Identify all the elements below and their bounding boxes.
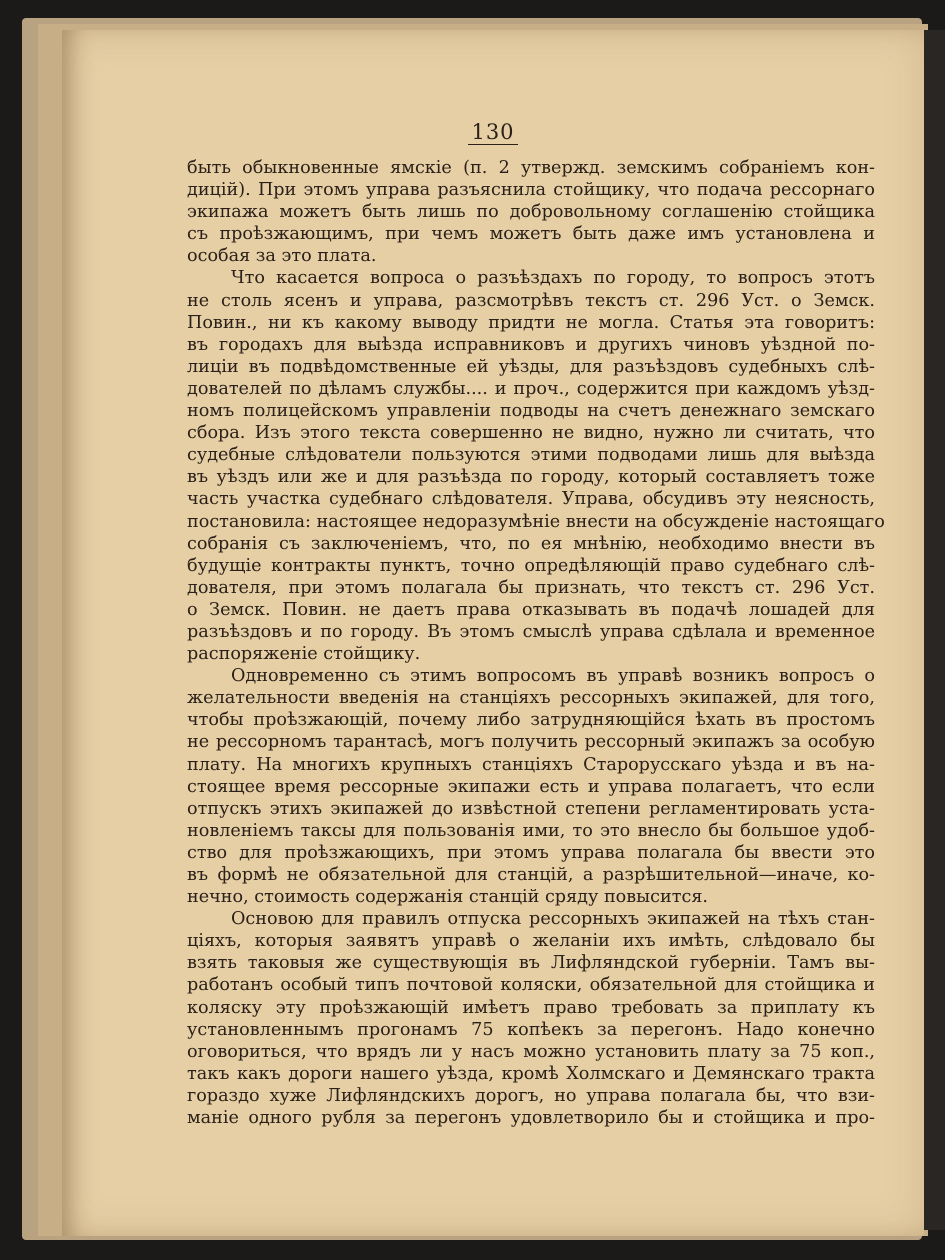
body-text: [187, 157, 885, 1129]
text-line: ство для проѣзжающихъ, при этомъ управа полагала бы ввести это: [187, 842, 875, 863]
text-line: чтобы проѣзжающій, почему либо затрудняющійся ѣхать въ простомъ: [187, 710, 875, 731]
text-line: о Земск. Повин. не даетъ права отказывать въ подачѣ лошадей для: [187, 599, 875, 620]
text-line: номъ полицейскомъ управленіи подводы на счетъ денежнаго земскаго: [187, 401, 875, 422]
text-line: въ городахъ для выѣзда исправниковъ и другихъ чиновъ уѣздной по-: [187, 334, 875, 355]
text-line: желательности введенія на станціяхъ рессорныхъ экипажей, для того,: [187, 688, 875, 709]
text-line: ціяхъ, которыя заявятъ управѣ о желаніи ихъ имѣть, слѣдовало бы: [187, 931, 875, 952]
text-line: нечно, стоимость содержанія станцій сряду повысится.: [187, 887, 709, 908]
text-line: дователя, при этомъ полагала бы признать, что текстъ ст. 296 Уст.: [187, 577, 875, 598]
text-line: будущіе контракты пунктъ, точно опредѣляющій право судебнаго слѣ-: [187, 555, 875, 576]
text-line: не рессорномъ тарантасѣ, могъ получить рессорный экипажъ за особую: [187, 732, 875, 753]
paragraph-start-line: Одновременно съ этимъ вопросомъ въ управѣ возникъ вопросъ о: [231, 666, 875, 687]
page-number-text: 130: [468, 120, 517, 145]
text-line: стоящее время рессорные экипажи есть и управа полагаетъ, что если: [187, 776, 875, 797]
text-line: гораздо хуже Лифляндскихъ дорогъ, но управа полагала бы, что взи-: [187, 1085, 875, 1106]
text-line: собранія съ заключеніемъ, что, по ея мнѣнію, необходимо внести въ: [187, 533, 875, 554]
text-line: отпускъ этихъ экипажей до извѣстной степени регламентировать уста-: [187, 798, 875, 819]
text-line: особая за это плата.: [187, 246, 377, 267]
text-line: такъ какъ дороги нашего уѣзда, кромѣ Холмскаго и Демянскаго тракта: [187, 1063, 875, 1084]
page-number: [62, 120, 924, 144]
text-line: въ формѣ не обязательной для станцій, а разрѣшительной—иначе, ко-: [187, 865, 875, 885]
text-line: дицій). При этомъ управа разъяснила стойщику, что подача рессорнаго: [187, 180, 875, 201]
text-line: взять таковыя же существующія въ Лифляндской губерніи. Тамъ вы-: [187, 953, 875, 974]
text-line: часть участка судебнаго слѣдователя. Управа, обсудивъ эту неясность,: [187, 489, 875, 510]
text-line: работанъ особый типъ почтовой коляски, обязательной для стойщика и: [187, 975, 875, 996]
text-line: дователей по дѣламъ службы.... и проч., содержится при каждомъ уѣзд-: [187, 378, 875, 399]
text-line: коляску эту проѣзжающій имѣетъ право требовать за приплату къ: [187, 997, 875, 1018]
text-line: сбора. Изъ этого текста совершенно не видно, нужно ли считать, что: [187, 423, 875, 444]
text-line: оговориться, что врядъ ли у насъ можно установить плату за 75 коп.,: [187, 1041, 875, 1062]
text-line: установленнымъ прогонамъ 75 копѣекъ за перегонъ. Надо конечно: [187, 1019, 875, 1040]
text-line: Повин., ни къ какому выводу придти не могла. Статья эта говоритъ:: [187, 312, 875, 333]
text-line: новленіемъ таксы для пользованія ими, то это внесло бы большое удоб-: [187, 820, 875, 841]
text-line: судебные слѣдователи пользуются этими подводами лишь для выѣзда: [187, 445, 875, 466]
paragraph-start-line: Основою для правилъ отпуска рессорныхъ экипажей на тѣхъ стан-: [231, 909, 875, 930]
text-line: быть обыкновенные ямскіе (п. 2 утвержд. земскимъ собраніемъ кон-: [187, 158, 875, 178]
scan-background: [923, 30, 945, 1230]
text-line: плату. На многихъ крупныхъ станціяхъ Старорусскаго уѣзда и въ на-: [187, 754, 875, 775]
text-line: разъѣздовъ и по городу. Въ этомъ смыслѣ управа сдѣлала и временное: [187, 621, 875, 642]
paragraph-start-line: Что касается вопроса о разъѣздахъ по городу, то вопросъ этотъ: [231, 268, 875, 289]
text-line: не столь ясенъ и управа, разсмотрѣвъ текстъ ст. 296 Уст. о Земск.: [187, 290, 875, 311]
text-line: постановила: настоящее недоразумѣніе внести на обсужденіе настоящаго: [187, 511, 885, 532]
book-page: [62, 30, 924, 1236]
text-line: экипажа можетъ быть лишь по добровольному соглашенію стойщика: [187, 202, 875, 223]
text-line: распоряженіе стойщику.: [187, 644, 421, 665]
text-line: съ проѣзжающимъ, при чемъ можетъ быть даже имъ установлена и: [187, 224, 875, 245]
text-line: лиціи въ подвѣдомственные ей уѣзды, для разъѣздовъ судебныхъ слѣ-: [187, 356, 875, 377]
text-line: маніе одного рубля за перегонъ удовлетворило бы и стойщика и про-: [187, 1108, 875, 1129]
text-line: въ уѣздъ или же и для разъѣзда по городу, который составляетъ тоже: [187, 467, 875, 488]
